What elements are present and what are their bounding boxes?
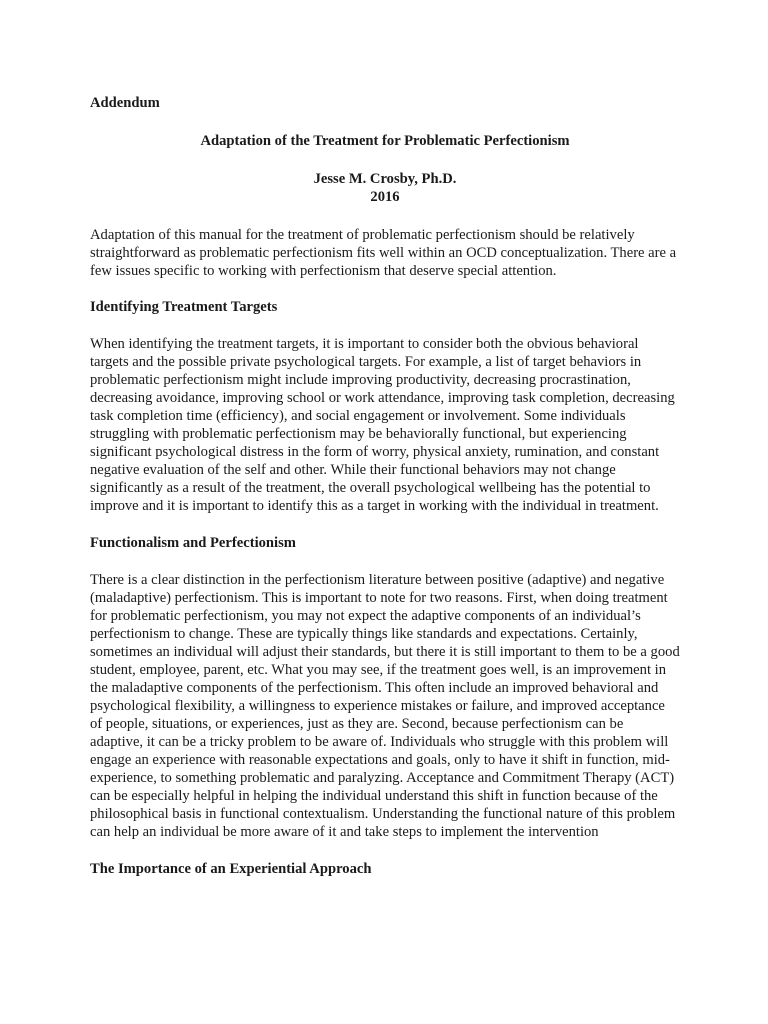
document-title: Adaptation of the Treatment for Problematic Perfectionism: [200, 133, 570, 149]
publication-year: 2016: [370, 189, 400, 205]
section-body-functionalism: There is a clear distinction in the perfectionism literature between positive (adaptive) and negative (maladaptive) perfectionism. This is important to note for two reasons. First, when doing treatment for problematic perfectionism, you may not expect the adaptive components of an individual’s perfectionism to change. These are typically things like standards and expectations. Certainly, sometimes an individual will adjust their standards, but there it is still important to them to be a good student, employee, parent, etc. What you may see, if the treatment goes well, is an improvement in the maladaptive components of the perfectionism. This often include an improved behavioral and psychological flexibility, a willingness to experience mistakes or failure, and improved acceptance of people, situations, or experiences, just as they are. Second, because perfectionism can be adaptive, it can be a tricky problem to be aware of. Individuals who struggle with this problem will engage an experience with reasonable expectations and goals, only to have it shift in function, mid-experience, to something problematic and paralyzing. Acceptance and Commitment Therapy (ACT) can be especially helpful in helping the individual understand this shift in function because of the philosophical basis in functional contextualism. Understanding the functional nature of this problem can help an individual be more aware of it and take steps to implement the intervention: [90, 572, 680, 840]
section-heading-identifying-targets: Identifying Treatment Targets: [90, 299, 278, 315]
intro-paragraph: Adaptation of this manual for the treatment of problematic perfectionism should be relatively straightforward as problematic perfectionism fits well within an OCD conceptualization. There are a few issues specific to working with perfectionism that deserve special attention.: [90, 227, 677, 279]
document-page: [90, 94, 680, 897]
section-heading-experiential-approach: The Importance of an Experiential Approach: [90, 861, 372, 877]
section-heading-functionalism: Functionalism and Perfectionism: [90, 535, 296, 551]
addendum-label: Addendum: [90, 95, 160, 111]
section-body-identifying-targets: When identifying the treatment targets, it is important to consider both the obvious behavioral targets and the possible private psychological targets. For example, a list of target behaviors in problematic perfectionism might include improving productivity, decreasing procrastination, decreasing avoidance, improving school or work attendance, improving task completion, decreasing task completion time (efficiency), and social engagement or involvement. Some individuals struggling with problematic perfectionism may be behaviorally functional, but experiencing significant psychological distress in the form of worry, physical anxiety, rumination, and constant negative evaluation of the self and other. While their functional behaviors may not change significantly as a result of the treatment, the overall psychological wellbeing has the potential to improve and it is important to identify this as a target in working with the individual in treatment.: [90, 336, 675, 514]
author-name: Jesse M. Crosby, Ph.D.: [313, 171, 457, 187]
